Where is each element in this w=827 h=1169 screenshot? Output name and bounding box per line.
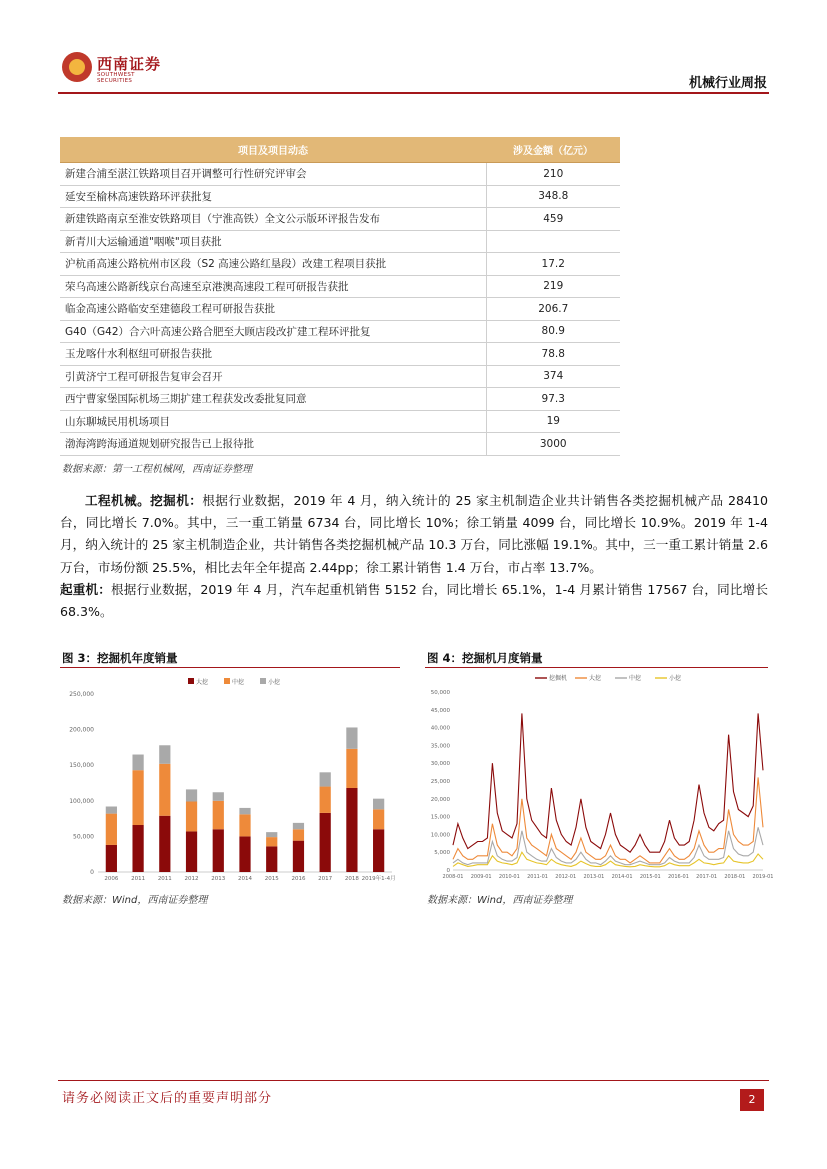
bar-segment [106,814,117,845]
cell-amount: 97.3 [486,388,620,411]
cell-amount: 374 [486,365,620,388]
y-tick-label: 250,000 [69,691,94,698]
x-tick-label: 2008-01 [442,874,464,880]
monthly-excavator-chart [425,670,774,887]
table-row [60,275,620,298]
series-line [453,827,763,864]
annual-excavator-chart [60,672,400,887]
header-divider [58,92,769,94]
bar-segment [320,772,331,786]
legend-swatch [188,678,194,684]
y-tick-label: 45,000 [430,707,450,714]
bar-segment [266,837,277,846]
bar-segment [373,809,384,829]
x-tick-label: 2015-01 [639,874,661,880]
bar-segment [106,845,117,872]
excavator-text: 根据行业数据，2019 年 4 月，纳入统计的 25 家主机制造企业共计销售各类挖掘机械产品 28410 台，同比增长 7.0%。其中，三一重工销量 6734 台，同比增长 10%；徐工销量 4099 台，同比增长 10.9%。2019 年 1-4 月，纳入统计的 25 家主机制造企业，共计销售各类挖掘机械产品 10.3 万台，同比涨幅 19.1%。其中，三一重工累计销量 2.6 万台，市场份额 25.5%，相比去年全年提高 2.44pp；徐工累计销售 1.4 万台，市占率 13.7%。 [60,493,769,575]
x-tick-label: 2012 [184,876,199,882]
fig4-source: 数据来源：Wind，西南证券整理 [427,895,573,906]
col-header-project: 项目及项目动态 [60,137,486,163]
bar-segment [320,813,331,872]
logo-cn: 西南证券 [97,55,162,73]
bar-segment [213,829,224,872]
body-paragraph [60,490,768,623]
x-tick-label: 2017-01 [696,874,718,880]
bar-segment [346,727,357,748]
cell-amount: 348.8 [486,185,620,208]
x-tick-label: 2014 [238,876,252,882]
x-tick-label: 2016-01 [668,874,689,880]
y-tick-label: 200,000 [69,726,94,734]
bar-segment [320,787,331,813]
fig3-source: 数据来源：Wind，西南证券整理 [62,895,208,906]
x-tick-label: 2010-01 [498,874,520,880]
cell-project: 西宁曹家堡国际机场三期扩建工程获发改委批复同意 [60,388,486,411]
cell-project: 山东聊城民用机场项目 [60,410,486,433]
bar-segment [132,755,143,771]
bar-segment [293,829,304,840]
cell-project: 渤海湾跨海通道规划研究报告已上报待批 [60,433,486,456]
fig4-divider [425,667,768,668]
x-tick-label: 2013-01 [583,874,605,880]
cell-amount: 19 [486,410,620,433]
y-tick-label: 10,000 [430,832,450,839]
cell-amount: 3000 [486,433,620,456]
bar-segment [106,806,117,813]
y-tick-label: 40,000 [430,725,450,732]
cell-amount: 17.2 [486,253,620,276]
x-tick-label: 2019年1-4月 [361,876,396,882]
x-tick-label: 2011-01 [527,874,548,880]
cell-project: 新青川大运输通道"咽喉"项目获批 [60,230,486,253]
x-tick-label: 2011 [131,876,146,882]
bar-segment [239,808,250,814]
x-tick-label: 2013 [211,876,226,882]
table-header-row [60,137,620,163]
table-row [60,298,620,321]
fig3-divider [60,667,400,668]
bar-segment [186,831,197,872]
cell-project: 延安至榆林高速铁路环评获批复 [60,185,486,208]
bar-segment [373,829,384,872]
cell-project: 沪杭甬高速公路杭州市区段（S2 高速公路红垦段）改建工程项目获批 [60,253,486,276]
y-tick-label: 15,000 [430,814,450,821]
bar-segment [186,802,197,832]
report-title: 机械行业周报 [688,76,767,91]
cell-project: G40（G42）合六叶高速公路合肥至大顾店段改扩建工程环评批复 [60,320,486,343]
bar-segment [266,846,277,872]
bar-segment [293,823,304,829]
y-tick-label: 35,000 [430,743,450,750]
legend-label: 小挖 [268,679,281,686]
cell-project: 新建铁路南京至淮安铁路项目（宁淮高铁）全文公示版环评报告发布 [60,208,486,231]
cell-amount: 219 [486,275,620,298]
table-row [60,343,620,366]
footer-divider [58,1080,769,1081]
bar-segment [213,801,224,829]
logo-en: SOUTHWEST SECURITIES [97,72,135,84]
x-tick-label: 2014-01 [611,874,633,880]
page-number: 2 [740,1089,764,1111]
y-tick-label: 50,000 [73,833,94,841]
table-row [60,253,620,276]
logo-emblem-icon [62,52,92,82]
legend-label: 大挖 [196,679,209,686]
cell-amount: 80.9 [486,320,620,343]
table-source: 数据来源：第一工程机械网，西南证券整理 [62,464,252,475]
cell-project: 新建合浦至湛江铁路项目召开调整可行性研究评审会 [60,163,486,186]
x-tick-label: 2019-01 [752,874,774,880]
y-tick-label: 5,000 [434,850,450,857]
cell-amount: 210 [486,163,620,186]
legend-label: 小挖 [669,675,682,682]
crane-text: 根据行业数据，2019 年 4 月，汽车起重机销售 5152 台，同比增长 65.1%，1-4 月累计销售 17567 台，同比增长 68.3%。 [60,581,768,620]
bar-segment [239,814,250,836]
x-tick-label: 2018-01 [724,874,746,880]
y-tick-label: 150,000 [69,762,94,770]
table-row [60,208,620,231]
bar-segment [132,825,143,872]
y-tick-label: 0 [446,868,450,874]
x-tick-label: 2012-01 [555,874,577,880]
cell-project: 荣乌高速公路新线京台高速至京港澳高速段工程可研报告获批 [60,275,486,298]
fig4-title: 图 4：挖掘机月度销量 [427,651,543,665]
table-row [60,365,620,388]
y-tick-label: 30,000 [430,761,450,768]
bar-segment [159,745,170,764]
lead-crane: 起重机： [60,581,112,597]
bar-segment [266,832,277,837]
series-line [453,713,763,852]
y-tick-label: 0 [90,869,94,876]
lead-excavator: 工程机械。挖掘机： [85,493,203,508]
x-tick-label: 2017 [318,876,333,882]
bar-segment [346,749,357,788]
table-row [60,230,620,253]
cell-project: 玉龙喀什水利枢纽可研报告获批 [60,343,486,366]
cell-amount: 459 [486,208,620,231]
col-header-amount: 涉及金额（亿元） [486,137,620,163]
x-tick-label: 2006 [104,876,119,882]
x-tick-label: 2011 [157,876,172,882]
legend-swatch [224,678,230,684]
bar-segment [346,788,357,872]
cell-project: 引黄济宁工程可研报告复审会召开 [60,365,486,388]
table-row [60,185,620,208]
bar-segment [159,816,170,872]
legend-swatch [260,678,266,684]
bar-segment [239,836,250,872]
legend-label: 挖掘机 [549,675,568,682]
cell-amount [486,230,620,253]
bar-segment [186,789,197,801]
cell-amount: 78.8 [486,343,620,366]
table-row [60,388,620,411]
bar-segment [373,799,384,810]
y-tick-label: 50,000 [430,690,450,696]
x-tick-label: 2018 [344,876,359,882]
legend-label: 中挖 [629,675,642,682]
table-row [60,163,620,186]
x-tick-label: 2009-01 [470,874,492,880]
legend-label: 中挖 [232,679,245,686]
table-row [60,320,620,343]
x-tick-label: 2015 [264,876,279,882]
bar-segment [293,841,304,872]
company-logo [62,50,172,86]
bar-segment [159,764,170,816]
x-tick-label: 2016 [291,876,306,882]
bar-segment [213,792,224,801]
y-tick-label: 25,000 [430,779,450,785]
cell-project: 临金高速公路临安至建德段工程可研报告获批 [60,298,486,321]
fig3-title: 图 3：挖掘机年度销量 [62,651,178,665]
project-table [60,137,620,456]
y-tick-label: 20,000 [430,796,450,803]
legend-label: 大挖 [589,675,602,682]
bar-segment [132,770,143,825]
table-row [60,410,620,433]
footer-disclaimer: 请务必阅读正文后的重要声明部分 [62,1091,273,1106]
cell-amount: 206.7 [486,298,620,321]
table-row [60,433,620,456]
y-tick-label: 100,000 [69,797,94,805]
